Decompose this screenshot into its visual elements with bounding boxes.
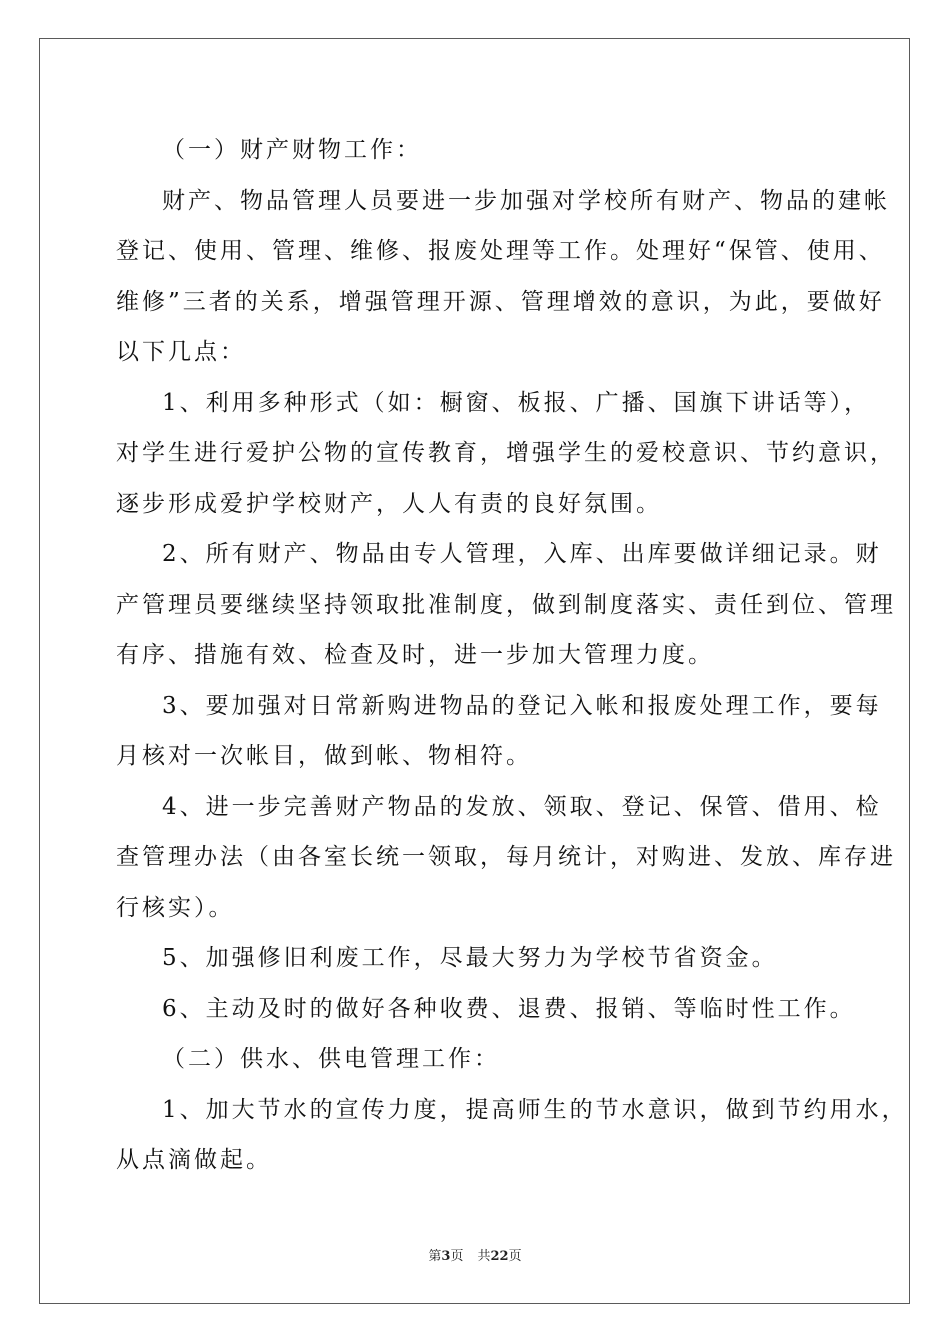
page-prefix: 第	[428, 1249, 442, 1264]
paragraph-line: 以下几点：	[116, 339, 246, 365]
total-suffix: 页	[508, 1249, 522, 1264]
page-number: 3	[441, 1249, 451, 1264]
section-heading-2: （二）供水、供电管理工作：	[162, 1046, 500, 1072]
list-item-line: 1、加大节水的宣传力度，提高师生的节水意识，做到节约用水，	[162, 1096, 908, 1123]
list-item-line: 有序、措施有效、检查及时，进一步加大管理力度。	[116, 642, 714, 668]
list-item-line: 月核对一次帐目，做到帐、物相符。	[116, 743, 532, 769]
page-suffix: 页	[450, 1249, 464, 1264]
total-prefix: 共	[477, 1249, 491, 1264]
document-body	[116, 125, 908, 1186]
list-item-line: 逐步形成爱护学校财产，人人有责的良好氛围。	[116, 490, 662, 517]
list-item-line: 5、加强修旧利废工作，尽最大努力为学校节省资金。	[162, 945, 778, 971]
total-pages: 22	[490, 1249, 509, 1264]
paragraph-line: 登记、使用、管理、维修、报废处理等工作。处理好“保管、使用、	[116, 238, 885, 264]
list-item-line: 4、进一步完善财产物品的发放、领取、登记、保管、借用、检	[162, 793, 882, 820]
list-item-line: 1、利用多种形式（如：橱窗、板报、广播、国旗下讲话等），	[162, 389, 871, 416]
list-item-line: 对学生进行爱护公物的宣传教育，增强学生的爱校意识、节约意识，	[116, 440, 896, 466]
list-item-line: 2、所有财产、物品由专人管理，入库、出库要做详细记录。财	[162, 541, 882, 567]
paragraph-line: 维修”三者的关系，增强管理开源、管理增效的意识，为此，要做好	[116, 288, 885, 315]
paragraph-line: 财产、物品管理人员要进一步加强对学校所有财产、物品的建帐	[162, 187, 890, 214]
section-heading-1: （一）财产财物工作：	[162, 137, 422, 163]
list-item-line: 产管理员要继续坚持领取批准制度，做到制度落实、责任到位、管理	[116, 591, 896, 618]
list-item-line: 6、主动及时的做好各种收费、退费、报销、等临时性工作。	[162, 995, 856, 1022]
page-footer	[0, 1245, 950, 1264]
list-item-line: 行核实）。	[116, 894, 235, 921]
list-item-line: 3、要加强对日常新购进物品的登记入帐和报废处理工作，要每	[162, 692, 882, 719]
list-item-line: 查管理办法（由各室长统一领取，每月统计，对购进、发放、库存进	[116, 844, 896, 870]
list-item-line: 从点滴做起。	[116, 1147, 272, 1173]
